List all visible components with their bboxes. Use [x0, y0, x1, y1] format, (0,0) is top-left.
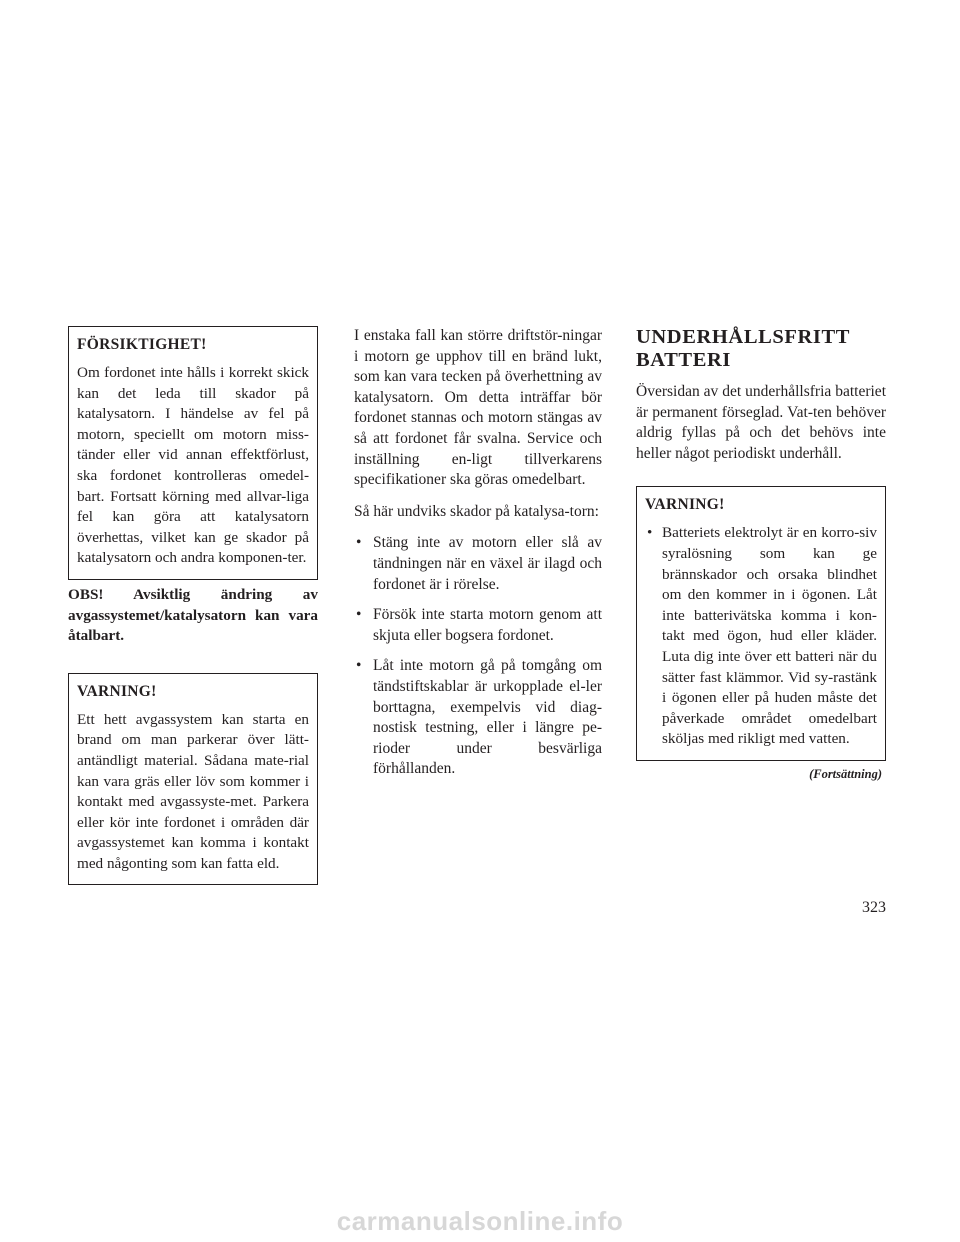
- warning-box-battery: [636, 486, 886, 761]
- catalyst-bullet-list: [354, 533, 602, 780]
- battery-paragraph: Översidan av det underhållsfria batteriet är permanent förseglad. Vat-ten behöver aldrig fyllas på och det behövs inte heller något periodiskt underhåll.: [636, 383, 886, 462]
- warning-title: VARNING!: [645, 496, 725, 514]
- continued-label: (Fortsättning): [809, 766, 882, 781]
- bullet-icon: •: [356, 534, 362, 552]
- column-middle: [354, 326, 602, 780]
- list-item: • Stäng inte av motorn eller slå av tändningen när en växel är ilagd och fordonet är i rörelse.: [356, 534, 602, 593]
- warning-box-exhaust: [68, 673, 318, 886]
- list-item: • Låt inte motorn gå på tomgång om tändstiftskablar är urkopplade el-ler borttagna, exempelvis vid diag-nostisk testning, eller i längre pe-rioder under besvärliga förhållanden.: [356, 657, 602, 778]
- note-text: OBS! Avsiktlig ändring av avgassystemet/katalysatorn kan vara åtalbart.: [68, 585, 318, 645]
- bullet-icon: •: [356, 606, 362, 624]
- page-number: 323: [862, 899, 886, 916]
- caution-text: Om fordonet inte hålls i korrekt skick kan det leda till skador på katalysatorn. I händelse av fel på motorn, speciellt om motorn miss-tänder eller vid annan effektförlust, ska fordonet kontrolleras omedel-bart. Fortsatt körning med allvar-liga fel kan göra att katalysatorn överhettas, vilket kan ge skador på katalysatorn och andra komponen-ter.: [77, 364, 309, 567]
- column-right: [636, 326, 886, 782]
- watermark: carmanualsonline.info: [336, 1206, 624, 1236]
- caution-title: FÖRSIKTIGHET!: [77, 336, 207, 353]
- warning-text: Ett hett avgassystem kan starta en brand om man parkerar över lätt-antändligt material. Sådana mate-rial kan vara gräs eller löv som kommer i kontakt med avgassyste-met. Parkera eller kör inte fordonet i områden där avgassystemet kan komma i kontakt med någonting som kan fatta eld.: [77, 710, 309, 872]
- catalyst-intro: Så här undviks skador på katalysa-torn:: [354, 502, 599, 520]
- column-left: [68, 326, 318, 885]
- caution-box: [68, 326, 318, 580]
- catalyst-paragraph: I enstaka fall kan större driftstör-ningar i motorn ge upphov till en bränd lukt, som kan vara tecken på överhettning av katalysatorn. Om detta inträffar bör fordonet stannas och motorn stängas av så att fordonet får svalna. Service och inställning en-ligt tillverkarens specifikationer ska göras omedelbart.: [354, 327, 602, 489]
- bullet-icon: •: [356, 657, 362, 675]
- warning-title: VARNING!: [77, 682, 157, 700]
- list-item: • Batteriets elektrolyt är en korro-siv syralösning som kan ge brännskador och orsaka blindhet om den kommer in i ögonen. Låt inte batterivätska komma i kon-takt med ögon, hud eller kläder. Luta dig inte över ett batteri när du sätter fast klämmor. Vid sy-rastänk i ögonen eller på huden måste det påverkade området omedelbart sköljas med rikligt med vatten.: [647, 524, 877, 748]
- warning-bullet-list: [645, 523, 877, 750]
- bullet-icon: •: [647, 524, 653, 542]
- list-item: • Försök inte starta motorn genom att skjuta eller bogsera fordonet.: [356, 606, 602, 644]
- section-heading: UNDERHÅLLSFRITT BATTERI: [636, 326, 851, 371]
